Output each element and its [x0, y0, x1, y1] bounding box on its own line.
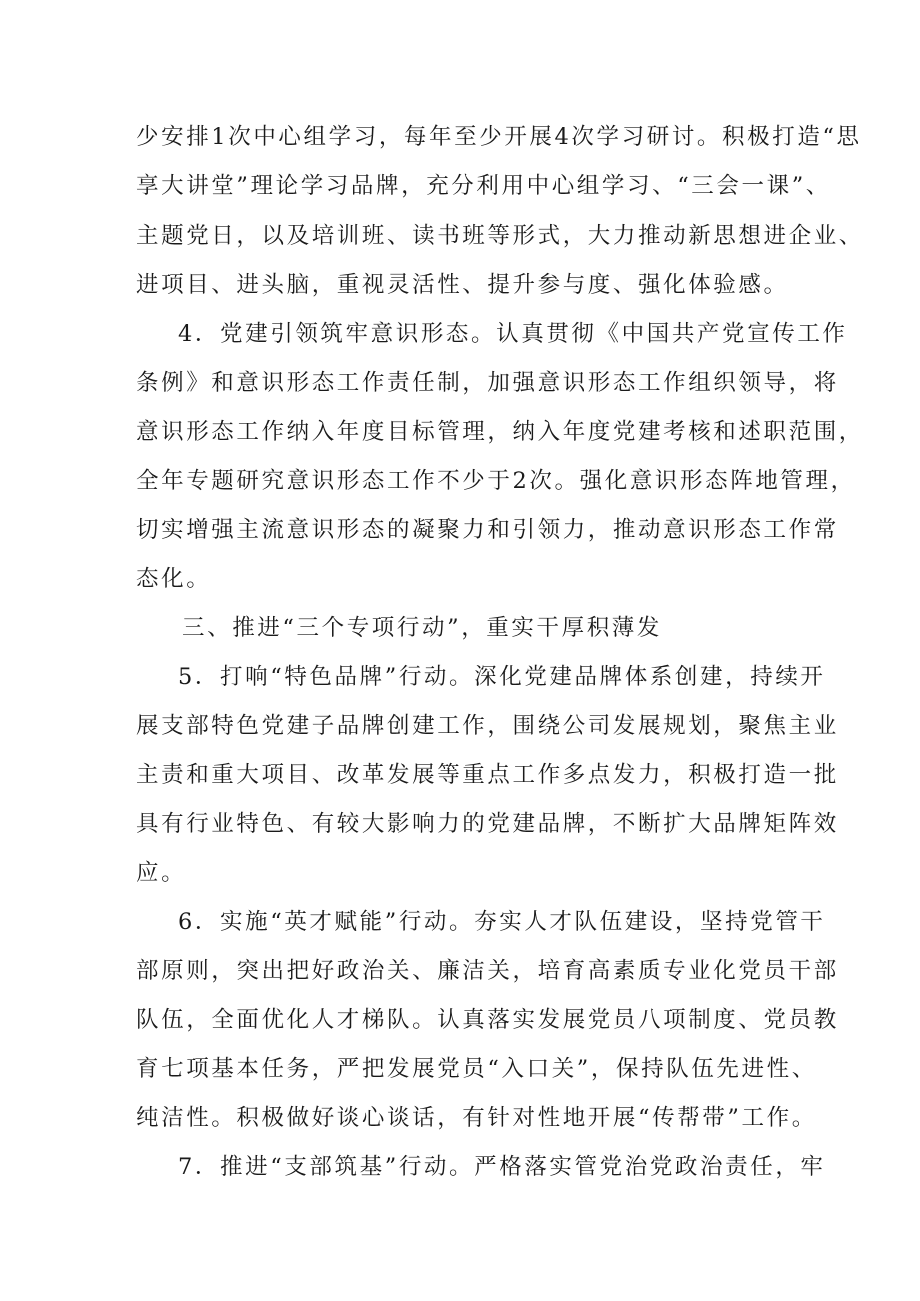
line-text: 4．党建引领筑牢意识形态。认真贯彻《中国共产党宣传工作 — [178, 321, 848, 347]
text-line — [0, 408, 920, 456]
line-text: 全年专题研究意识形态工作不少于2次。强化意识形态阵地管理， — [136, 468, 856, 494]
text-line — [0, 1143, 920, 1191]
section-heading — [0, 604, 920, 652]
line-text: 主责和重大项目、改革发展等重点工作多点发力，积极打造一批 — [136, 762, 839, 788]
line-text: 态化。 — [136, 566, 212, 592]
text-line — [0, 702, 920, 750]
line-text: 7．推进“支部筑基”行动。严格落实管党治党政治责任，牢 — [178, 1154, 826, 1180]
line-text: 进项目、进头脑，重视灵活性、提升参与度、强化体验感。 — [136, 272, 789, 298]
heading-text: 三、推进“三个专项行动”，重实干厚积薄发 — [182, 615, 663, 641]
line-text: 具有行业特色、有较大影响力的党建品牌，不断扩大品牌矩阵效 — [136, 811, 839, 837]
text-line — [0, 310, 920, 358]
text-line — [0, 947, 920, 995]
line-text: 纯洁性。积极做好谈心谈话，有针对性地开展“传帮带”工作。 — [136, 1105, 817, 1131]
line-text: 育七项基本任务，严把发展党员“入口关”，保持队伍先进性、 — [136, 1056, 817, 1082]
line-text: 队伍，全面优化人才梯队。认真落实发展党员八项制度、党员教 — [136, 1007, 839, 1033]
line-text: 展支部特色党建子品牌创建工作，围绕公司发展规划，聚焦主业 — [136, 713, 839, 739]
line-text: 主题党日，以及培训班、读书班等形式，大力推动新思想进企业、 — [136, 223, 864, 249]
text-line — [0, 162, 920, 210]
line-text: 切实增强主流意识形态的凝聚力和引领力，推动意识形态工作常 — [136, 517, 839, 543]
text-line — [0, 653, 920, 701]
text-line — [0, 506, 920, 554]
text-line — [0, 1094, 920, 1142]
line-text: 少安排1次中心组学习，每年至少开展4次学习研讨。积极打造“思 — [136, 124, 862, 150]
line-text: 6．实施“英才赋能”行动。夯实人才队伍建设，坚持党管干 — [178, 909, 826, 935]
text-line — [0, 555, 920, 603]
text-line — [0, 212, 920, 260]
text-line — [0, 898, 920, 946]
line-text: 5．打响“特色品牌”行动。深化党建品牌体系创建，持续开 — [178, 664, 826, 690]
text-line — [0, 113, 920, 161]
text-line — [0, 849, 920, 897]
text-line — [0, 800, 920, 848]
text-line — [0, 457, 920, 505]
text-line — [0, 996, 920, 1044]
line-text: 应。 — [136, 860, 187, 886]
line-text: 享大讲堂”理论学习品牌，充分利用中心组学习、“三会一课”、 — [136, 173, 831, 199]
text-line — [0, 359, 920, 407]
text-line — [0, 751, 920, 799]
text-line — [0, 1045, 920, 1093]
line-text: 部原则，突出把好政治关、廉洁关，培育高素质专业化党员干部 — [136, 958, 839, 984]
line-text: 条例》和意识形态工作责任制，加强意识形态工作组织领导，将 — [136, 370, 839, 396]
line-text: 意识形态工作纳入年度目标管理，纳入年度党建考核和述职范围， — [136, 419, 864, 445]
text-line — [0, 261, 920, 309]
